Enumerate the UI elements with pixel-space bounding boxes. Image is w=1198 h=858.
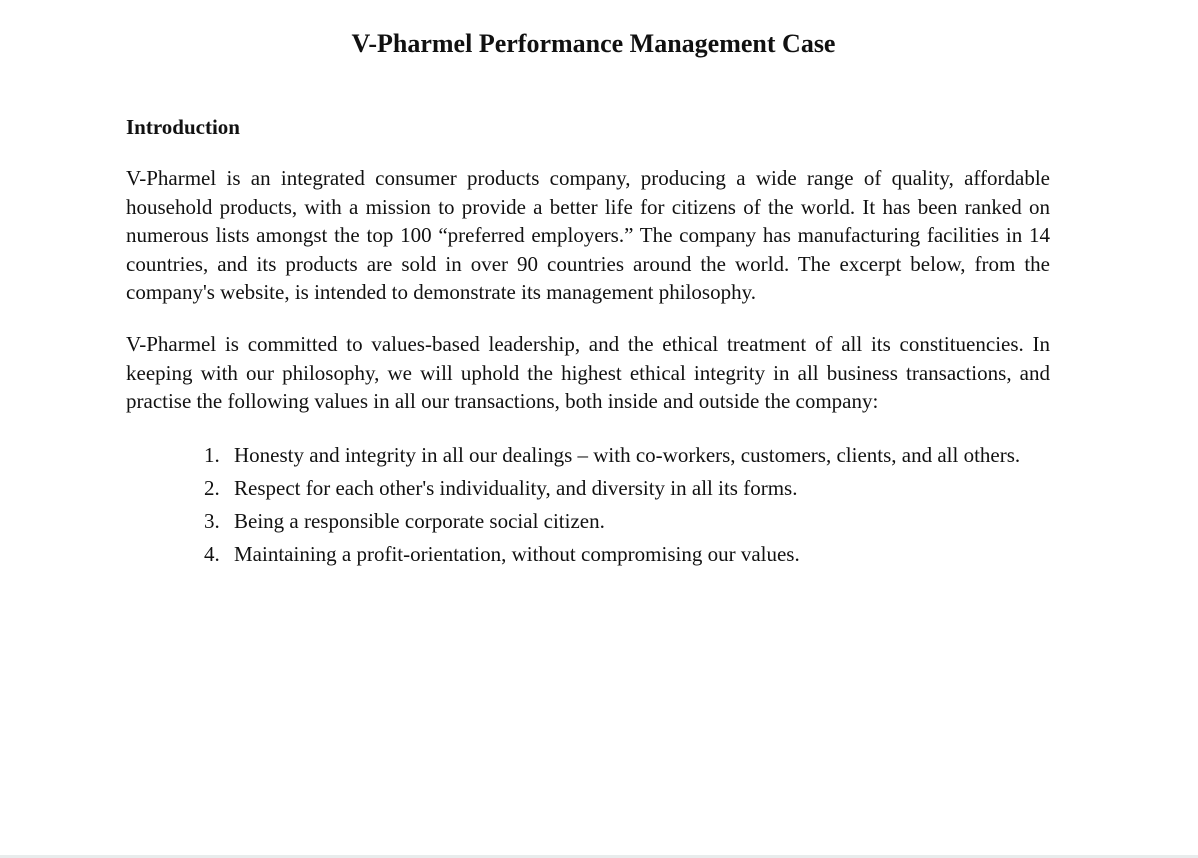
- values-list: [204, 439, 1039, 571]
- list-item: [204, 439, 1039, 472]
- document-title: V-Pharmel Performance Management Case: [351, 29, 836, 58]
- list-item: [204, 505, 1039, 538]
- list-item-text: Honesty and integrity in all our dealings – with co-workers, customers, clients, and all others.: [234, 442, 1021, 467]
- intro-paragraph: V-Pharmel is an integrated consumer products company, producing a wide range of quality, affordable household products, with a mission to provide a better life for citizens of the world. It has been ranked on numerous lists amongst the top 100 “preferred employers.” The company has manufacturing facilities in 14 countries, and its products are sold in over 90 countries around the world. The excerpt below, from the company's website, is intended to demonstrate its management philosophy.: [126, 166, 1050, 305]
- document-body: [126, 112, 1050, 571]
- section-heading-introduction: Introduction: [126, 115, 240, 139]
- list-item: [204, 472, 1039, 505]
- list-item-number: 3.: [204, 508, 220, 533]
- list-item: [204, 538, 1039, 571]
- list-item-number: 1.: [204, 442, 220, 467]
- list-item-text: Maintaining a profit-orientation, without compromising our values.: [234, 541, 800, 566]
- list-item-number: 4.: [204, 541, 220, 566]
- list-item-number: 2.: [204, 475, 220, 500]
- values-paragraph: V-Pharmel is committed to values-based leadership, and the ethical treatment of all its constituencies. In keeping with our philosophy, we will uphold the highest ethical integrity in all business transactions, and practise the following values in all our transactions, both inside and outside the company:: [126, 331, 1050, 414]
- list-item-text: Being a responsible corporate social citizen.: [234, 508, 605, 533]
- list-item-text: Respect for each other's individuality, and diversity in all its forms.: [234, 475, 798, 500]
